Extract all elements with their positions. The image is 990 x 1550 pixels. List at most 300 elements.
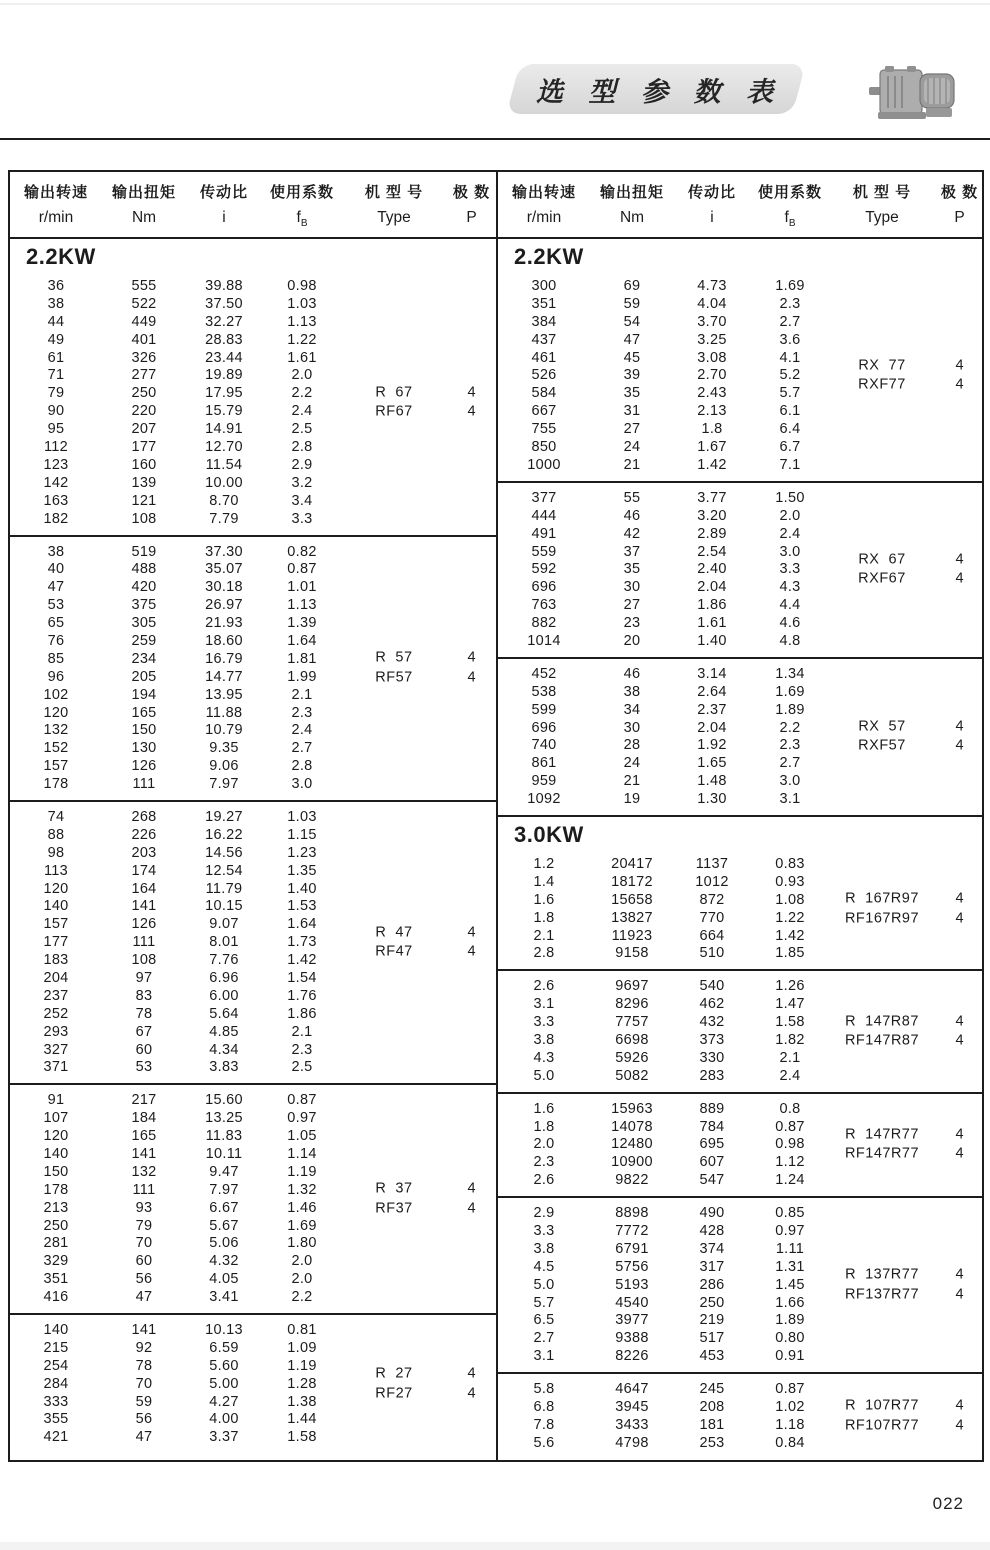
value-cell: 15.79 — [205, 403, 243, 420]
value-cell: 2.5 — [291, 421, 313, 438]
value-cell: 664 — [699, 927, 725, 944]
table-row — [10, 969, 496, 987]
value-cell: 10.11 — [205, 1146, 243, 1162]
value-cell: 1.26 — [775, 978, 805, 995]
value-cell: 3.1 — [779, 791, 801, 808]
value-cell: 0.80 — [775, 1330, 805, 1347]
table-row — [10, 596, 496, 614]
value-cell: 5756 — [615, 1258, 649, 1275]
value-cell: 3.6 — [779, 331, 801, 348]
model-type-group — [830, 1397, 985, 1436]
unit-p: P — [466, 209, 477, 226]
value-cell: 1000 — [527, 456, 561, 473]
value-cell: 490 — [699, 1205, 725, 1222]
value-cell: 252 — [43, 1005, 69, 1022]
value-cell: 277 — [131, 367, 157, 384]
value-cell: 2.2 — [291, 1289, 313, 1306]
value-cell: 253 — [699, 1434, 725, 1451]
value-cell: 6.96 — [209, 969, 239, 986]
value-cell: 6.7 — [779, 439, 801, 456]
value-cell: 8.70 — [209, 492, 239, 509]
value-cell: 1.66 — [775, 1294, 805, 1311]
poles-value: 4 — [467, 943, 476, 960]
value-cell: 9158 — [615, 945, 649, 962]
table-row — [10, 1109, 496, 1127]
value-cell: 889 — [699, 1100, 725, 1117]
value-cell: 59 — [623, 295, 641, 312]
value-cell: 91 — [47, 1092, 65, 1109]
value-cell: 420 — [131, 579, 157, 596]
value-cell: 1.6 — [533, 1100, 555, 1117]
top-divider — [0, 3, 990, 5]
model-type-label: R 67 — [375, 384, 413, 401]
table-row — [498, 1067, 982, 1085]
value-cell: 10900 — [611, 1154, 653, 1171]
value-cell: 126 — [131, 758, 157, 775]
value-cell: 4.32 — [209, 1253, 239, 1270]
table-row — [10, 420, 496, 438]
value-cell: 26.97 — [205, 597, 243, 614]
model-type-label: RF147R87 — [844, 1032, 920, 1049]
value-cell: 140 — [43, 1322, 69, 1339]
value-cell: 3.3 — [779, 561, 801, 578]
value-cell: 140 — [43, 898, 69, 915]
table-header-right — [498, 172, 982, 239]
value-cell: 317 — [699, 1258, 725, 1275]
value-cell: 93 — [135, 1199, 153, 1216]
value-cell: 132 — [43, 722, 69, 739]
value-cell: 437 — [531, 331, 557, 348]
value-cell: 1.61 — [697, 615, 727, 632]
value-cell: 329 — [43, 1253, 69, 1270]
value-cell: 2.0 — [291, 1253, 313, 1270]
table-row — [10, 1235, 496, 1253]
value-cell: 5.7 — [779, 385, 801, 402]
model-type-label: RF67 — [375, 403, 413, 420]
value-cell: 11.83 — [205, 1128, 243, 1145]
table-row — [10, 313, 496, 331]
poles-value: 4 — [955, 910, 964, 927]
value-cell: 373 — [699, 1031, 725, 1048]
table-row — [10, 1270, 496, 1288]
value-cell: 38 — [623, 683, 641, 700]
value-cell: 1.19 — [287, 1163, 317, 1180]
value-cell: 1.42 — [287, 952, 317, 969]
value-cell: 333 — [43, 1393, 69, 1410]
value-cell: 6.59 — [209, 1339, 239, 1356]
value-cell: 27 — [623, 597, 641, 614]
value-cell: 371 — [43, 1059, 69, 1076]
value-cell: 4540 — [615, 1294, 649, 1311]
model-type-group — [342, 649, 497, 688]
value-cell: 449 — [131, 313, 157, 330]
col-header-model: 机 型 号 — [852, 184, 912, 201]
value-cell: 607 — [699, 1154, 725, 1171]
value-cell: 284 — [43, 1375, 69, 1392]
value-cell: 12480 — [611, 1136, 653, 1153]
value-cell: 522 — [131, 295, 157, 312]
model-type-group — [342, 1180, 497, 1219]
value-cell: 7772 — [615, 1223, 649, 1239]
value-cell: 1.80 — [287, 1235, 317, 1252]
value-cell: 120 — [43, 704, 69, 721]
value-cell: 3.14 — [697, 665, 727, 682]
value-cell: 21.93 — [205, 615, 243, 632]
poles-value: 4 — [467, 669, 476, 686]
value-cell: 18.60 — [205, 632, 243, 649]
value-cell: 13.25 — [205, 1110, 243, 1127]
value-cell: 60 — [135, 1253, 153, 1270]
value-cell: 3.08 — [697, 349, 727, 366]
value-cell: 71 — [47, 367, 65, 384]
model-type-group — [830, 1012, 985, 1051]
value-cell: 4798 — [615, 1434, 649, 1451]
value-cell: 92 — [135, 1339, 153, 1356]
value-cell: 45 — [623, 349, 641, 366]
value-cell: 1.31 — [775, 1258, 805, 1275]
table-row — [498, 1049, 982, 1067]
poles-value: 4 — [955, 1145, 964, 1162]
value-cell: 1.8 — [701, 421, 723, 438]
value-cell: 2.4 — [779, 1067, 801, 1084]
value-cell: 5.7 — [533, 1294, 555, 1311]
value-cell: 27 — [623, 421, 641, 438]
value-cell: 1.40 — [697, 632, 727, 649]
unit-rmin: r/min — [38, 209, 74, 226]
value-cell: 421 — [43, 1429, 69, 1446]
value-cell: 0.97 — [775, 1223, 805, 1239]
value-cell: 9388 — [615, 1330, 649, 1347]
unit-i: i — [710, 209, 714, 226]
value-cell: 5.6 — [533, 1434, 555, 1451]
poles-value: 4 — [955, 718, 964, 735]
value-cell: 9.47 — [209, 1163, 239, 1180]
value-cell: 1.8 — [533, 1118, 555, 1135]
value-cell: 850 — [531, 439, 557, 456]
value-cell: 2.3 — [779, 737, 801, 754]
table-row — [498, 977, 982, 995]
table-row — [10, 1145, 496, 1163]
value-cell: 384 — [531, 313, 557, 330]
value-cell: 2.4 — [779, 525, 801, 542]
value-cell: 0.97 — [287, 1110, 317, 1127]
value-cell: 2.2 — [779, 719, 801, 736]
value-cell: 4.73 — [697, 278, 727, 295]
value-cell: 1092 — [527, 791, 561, 808]
value-cell: 4.6 — [779, 615, 801, 632]
value-cell: 78 — [135, 1005, 153, 1022]
value-cell: 1.61 — [287, 349, 317, 366]
value-cell: 90 — [47, 403, 65, 420]
table-row — [498, 701, 982, 719]
value-cell: 1.24 — [775, 1172, 805, 1189]
value-cell: 770 — [699, 909, 725, 926]
table-row — [10, 897, 496, 915]
value-cell: 1.11 — [775, 1240, 805, 1257]
data-block — [498, 659, 982, 817]
value-cell: 234 — [131, 650, 157, 667]
value-cell: 327 — [43, 1041, 69, 1058]
table-row — [10, 1023, 496, 1041]
value-cell: 1.47 — [775, 996, 805, 1013]
value-cell: 70 — [135, 1375, 153, 1392]
value-cell: 16.79 — [205, 650, 243, 667]
value-cell: 208 — [699, 1399, 725, 1416]
value-cell: 9822 — [615, 1172, 649, 1189]
poles-value: 4 — [467, 649, 476, 666]
table-row — [10, 880, 496, 898]
unit-nm: Nm — [131, 209, 157, 226]
value-cell: 1.82 — [775, 1031, 805, 1048]
value-cell: 15963 — [611, 1100, 653, 1117]
model-type-group — [342, 923, 497, 962]
value-cell: 2.13 — [697, 403, 727, 420]
poles-value: 4 — [467, 384, 476, 401]
value-cell: 3.83 — [209, 1059, 239, 1076]
value-cell: 4.8 — [779, 632, 801, 649]
table-row — [498, 1222, 982, 1240]
value-cell: 0.82 — [287, 543, 317, 560]
value-cell: 53 — [135, 1059, 153, 1076]
value-cell: 2.7 — [779, 313, 801, 330]
value-cell: 540 — [699, 978, 725, 995]
value-cell: 2.6 — [533, 1172, 555, 1189]
table-row — [498, 313, 982, 331]
poles-value: 4 — [467, 1200, 476, 1217]
value-cell: 4647 — [615, 1381, 649, 1398]
value-cell: 2.0 — [779, 507, 801, 524]
value-cell: 2.8 — [291, 758, 313, 775]
poles-value: 4 — [955, 1266, 964, 1283]
value-cell: 959 — [531, 773, 557, 790]
selection-parameter-table — [8, 170, 984, 1462]
value-cell: 28 — [623, 737, 641, 754]
unit-fb: $f_B$ — [784, 209, 796, 230]
value-cell: 4.05 — [209, 1271, 239, 1288]
table-row — [498, 754, 982, 772]
poles-value: 4 — [955, 1286, 964, 1303]
table-left-half — [10, 172, 496, 1460]
value-cell: 2.1 — [533, 927, 555, 944]
table-row — [10, 1163, 496, 1181]
model-type-group — [830, 1125, 985, 1164]
col-header-output-torque: 输出扭矩 — [599, 184, 664, 201]
value-cell: 14.56 — [205, 844, 243, 861]
data-block — [498, 271, 982, 483]
value-cell: 9.06 — [209, 758, 239, 775]
value-cell: 120 — [43, 880, 69, 897]
model-type-label: R 57 — [375, 649, 413, 666]
table-row — [10, 456, 496, 474]
value-cell: 1.44 — [287, 1411, 317, 1428]
value-cell: 1.01 — [287, 579, 317, 596]
value-cell: 0.84 — [775, 1434, 805, 1451]
value-cell: 330 — [699, 1049, 725, 1066]
value-cell: 1.40 — [287, 880, 317, 897]
table-row — [10, 808, 496, 826]
col-header-poles: 极 数 — [940, 184, 979, 201]
col-header-service-factor: 使用系数 — [757, 184, 822, 201]
value-cell: 11923 — [611, 927, 653, 944]
unit-type: Type — [865, 209, 899, 226]
value-cell: 11.88 — [205, 704, 243, 721]
table-row — [498, 995, 982, 1013]
value-cell: 2.40 — [697, 561, 727, 578]
value-cell: 9.35 — [209, 740, 239, 757]
value-cell: 1.03 — [287, 295, 317, 312]
model-type-group — [830, 717, 985, 756]
table-row — [10, 987, 496, 1005]
table-row — [498, 525, 982, 543]
value-cell: 452 — [531, 665, 557, 682]
value-cell: 178 — [43, 776, 69, 793]
value-cell: 6791 — [615, 1240, 649, 1257]
value-cell: 181 — [699, 1416, 725, 1433]
poles-value: 4 — [955, 376, 964, 393]
value-cell: 215 — [43, 1339, 69, 1356]
value-cell: 1.30 — [697, 791, 727, 808]
value-cell: 69 — [623, 278, 641, 295]
value-cell: 219 — [699, 1312, 725, 1329]
value-cell: 1.15 — [287, 826, 317, 843]
value-cell: 286 — [699, 1276, 725, 1293]
value-cell: 47 — [135, 1429, 153, 1446]
value-cell: 1.64 — [287, 632, 317, 649]
value-cell: 0.91 — [775, 1348, 805, 1365]
table-row — [498, 1434, 982, 1452]
value-cell: 3.3 — [533, 1223, 555, 1239]
value-cell: 3.3 — [291, 510, 313, 527]
data-block — [10, 537, 496, 802]
poles-value: 4 — [955, 1013, 964, 1030]
value-cell: 96 — [47, 668, 65, 685]
table-row — [10, 510, 496, 528]
value-cell: 182 — [43, 510, 69, 527]
model-type-label: RF107R77 — [844, 1417, 920, 1434]
value-cell: 755 — [531, 421, 557, 438]
value-cell: 2.5 — [291, 1059, 313, 1076]
value-cell: 205 — [131, 668, 157, 685]
table-row — [10, 1321, 496, 1339]
section-title-2.2kw: 2.2KW — [514, 244, 584, 270]
value-cell: 12.54 — [205, 862, 243, 879]
poles-value: 4 — [955, 1126, 964, 1143]
value-cell: 76 — [47, 632, 65, 649]
value-cell: 740 — [531, 737, 557, 754]
value-cell: 2.54 — [697, 543, 727, 560]
value-cell: 217 — [131, 1092, 157, 1109]
value-cell: 67 — [135, 1023, 153, 1040]
poles-value: 4 — [955, 551, 964, 568]
table-row — [10, 844, 496, 862]
value-cell: 1.39 — [287, 615, 317, 632]
value-cell: 1.09 — [287, 1339, 317, 1356]
value-cell: 34 — [623, 701, 641, 718]
value-cell: 3.25 — [697, 331, 727, 348]
value-cell: 152 — [43, 740, 69, 757]
table-row — [498, 1204, 982, 1222]
value-cell: 599 — [531, 701, 557, 718]
table-row — [10, 331, 496, 349]
table-row — [498, 944, 982, 962]
value-cell: 6.8 — [533, 1399, 555, 1416]
table-header-left — [10, 172, 496, 239]
model-type-label: RX 67 — [858, 551, 906, 568]
value-cell: 351 — [531, 295, 557, 312]
table-row — [498, 596, 982, 614]
table-row — [498, 1312, 982, 1330]
value-cell: 177 — [131, 439, 157, 456]
table-row — [498, 1347, 982, 1365]
value-cell: 300 — [531, 278, 557, 295]
poles-value: 4 — [467, 1365, 476, 1382]
value-cell: 47 — [135, 1289, 153, 1306]
value-cell: 293 — [43, 1023, 69, 1040]
value-cell: 237 — [43, 987, 69, 1004]
value-cell: 46 — [623, 665, 641, 682]
value-cell: 35 — [623, 561, 641, 578]
value-cell: 113 — [43, 862, 69, 879]
value-cell: 2.2 — [291, 385, 313, 402]
value-cell: 46 — [623, 507, 641, 524]
data-block — [498, 849, 982, 971]
model-type-label: RXF77 — [858, 376, 906, 393]
value-cell: 1.54 — [287, 969, 317, 986]
value-cell: 696 — [531, 719, 557, 736]
value-cell: 55 — [623, 489, 641, 506]
value-cell: 1.22 — [775, 909, 805, 926]
value-cell: 102 — [43, 686, 69, 703]
value-cell: 1.19 — [287, 1357, 317, 1374]
table-row — [10, 1005, 496, 1023]
value-cell: 111 — [132, 934, 156, 951]
col-header-output-speed: 输出转速 — [511, 184, 576, 201]
value-cell: 7.76 — [209, 952, 239, 969]
value-cell: 1.34 — [775, 665, 805, 682]
model-type-group — [342, 1365, 497, 1404]
value-cell: 85 — [47, 650, 65, 667]
value-cell: 1.86 — [697, 597, 727, 614]
value-cell: 1.4 — [533, 873, 555, 890]
value-cell: 1.05 — [287, 1128, 317, 1145]
value-cell: 1.58 — [775, 1014, 805, 1031]
table-row — [498, 683, 982, 701]
value-cell: 555 — [131, 278, 157, 295]
data-block — [498, 971, 982, 1093]
value-cell: 121 — [131, 492, 157, 509]
value-cell: 13827 — [611, 909, 653, 926]
value-cell: 2.04 — [697, 719, 727, 736]
value-cell: 3.77 — [697, 489, 727, 506]
poles-value: 4 — [467, 924, 476, 941]
poles-value: 4 — [467, 1385, 476, 1402]
gear-motor-image — [866, 56, 962, 128]
value-cell: 2.3 — [779, 295, 801, 312]
value-cell: 7.79 — [209, 510, 239, 527]
value-cell: 1.76 — [287, 987, 317, 1004]
value-cell: 2.9 — [533, 1205, 555, 1222]
table-column-right — [498, 239, 982, 1460]
table-row — [498, 456, 982, 474]
value-cell: 1.38 — [287, 1393, 317, 1410]
section-title-2.2kw: 2.2KW — [26, 244, 96, 270]
value-cell: 453 — [699, 1348, 725, 1365]
value-cell: 401 — [131, 331, 157, 348]
value-cell: 2.7 — [779, 755, 801, 772]
value-cell: 207 — [131, 421, 157, 438]
value-cell: 1.6 — [533, 891, 555, 908]
value-cell: 11.79 — [205, 880, 243, 897]
